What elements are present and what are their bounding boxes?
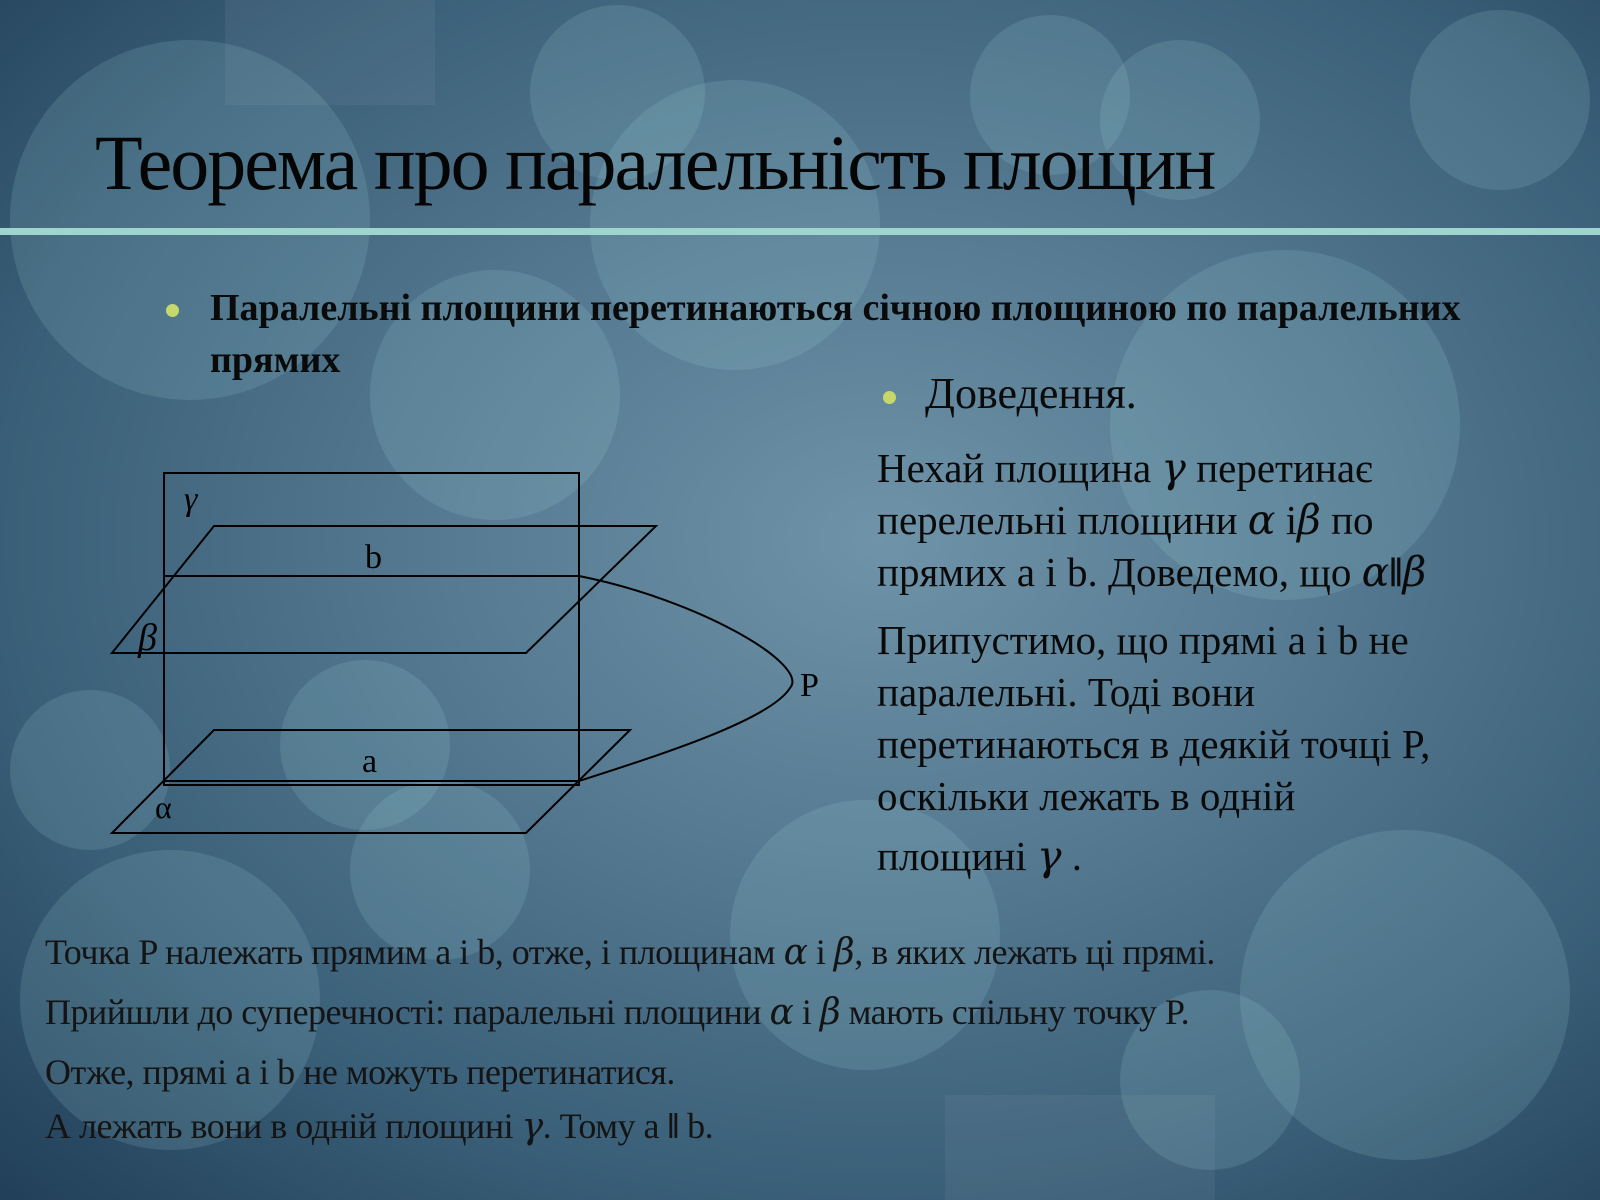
label-beta: β [138, 617, 157, 659]
slide-title: Теорема про паралельність площин [95, 119, 1215, 206]
bullet-dot [883, 391, 896, 404]
proof-line: прямих a і b. Доведемо, що α‖β [877, 548, 1427, 596]
theorem-statement: Паралельні площини перетинаються січною площиною по паралельних прямих [210, 287, 1461, 381]
proof-line: перелельні площини α іβ по [877, 496, 1374, 544]
proof-line: оскільки лежать в одній [877, 773, 1296, 819]
bullet-dot [166, 304, 179, 317]
plane-beta [112, 526, 656, 653]
label-alpha: α [155, 789, 172, 825]
conclusion-line: Отже, прямі a і b не можуть перетинатися. [45, 1052, 675, 1092]
proof-line: перетинаються в деякій точці P, [877, 721, 1431, 767]
bg-square [225, 0, 435, 105]
parallel-planes-diagram [0, 450, 840, 970]
bg-circle [1410, 10, 1590, 190]
plane-gamma [164, 473, 579, 785]
proof-line: Припустимо, що прямі a і b не [877, 617, 1409, 663]
curve-to-p [579, 576, 792, 781]
proof-heading: Доведення. [925, 369, 1137, 418]
label-p: P [800, 667, 819, 704]
label-gamma: γ [184, 481, 198, 518]
bg-circle [1240, 830, 1570, 1160]
proof-line: площині γ . [877, 832, 1083, 880]
conclusion-line: Точка P належать прямим a і b, отже, і площинам α і β, в яких лежать ці прямі. [45, 932, 1215, 973]
proof-line: паралельні. Тоді вони [877, 669, 1256, 715]
conclusion-line: Прийшли до суперечності: паралельні площини α і β мають спільну точку P. [45, 992, 1190, 1033]
label-b: b [365, 539, 382, 576]
bg-square [945, 1095, 1215, 1200]
label-a: a [362, 743, 378, 780]
title-underline [0, 228, 1600, 235]
proof-line: Нехай площина γ перетинає [877, 444, 1373, 492]
conclusion-line: А лежать вони в одній площині γ. Тому a ‖ b. [45, 1106, 714, 1147]
